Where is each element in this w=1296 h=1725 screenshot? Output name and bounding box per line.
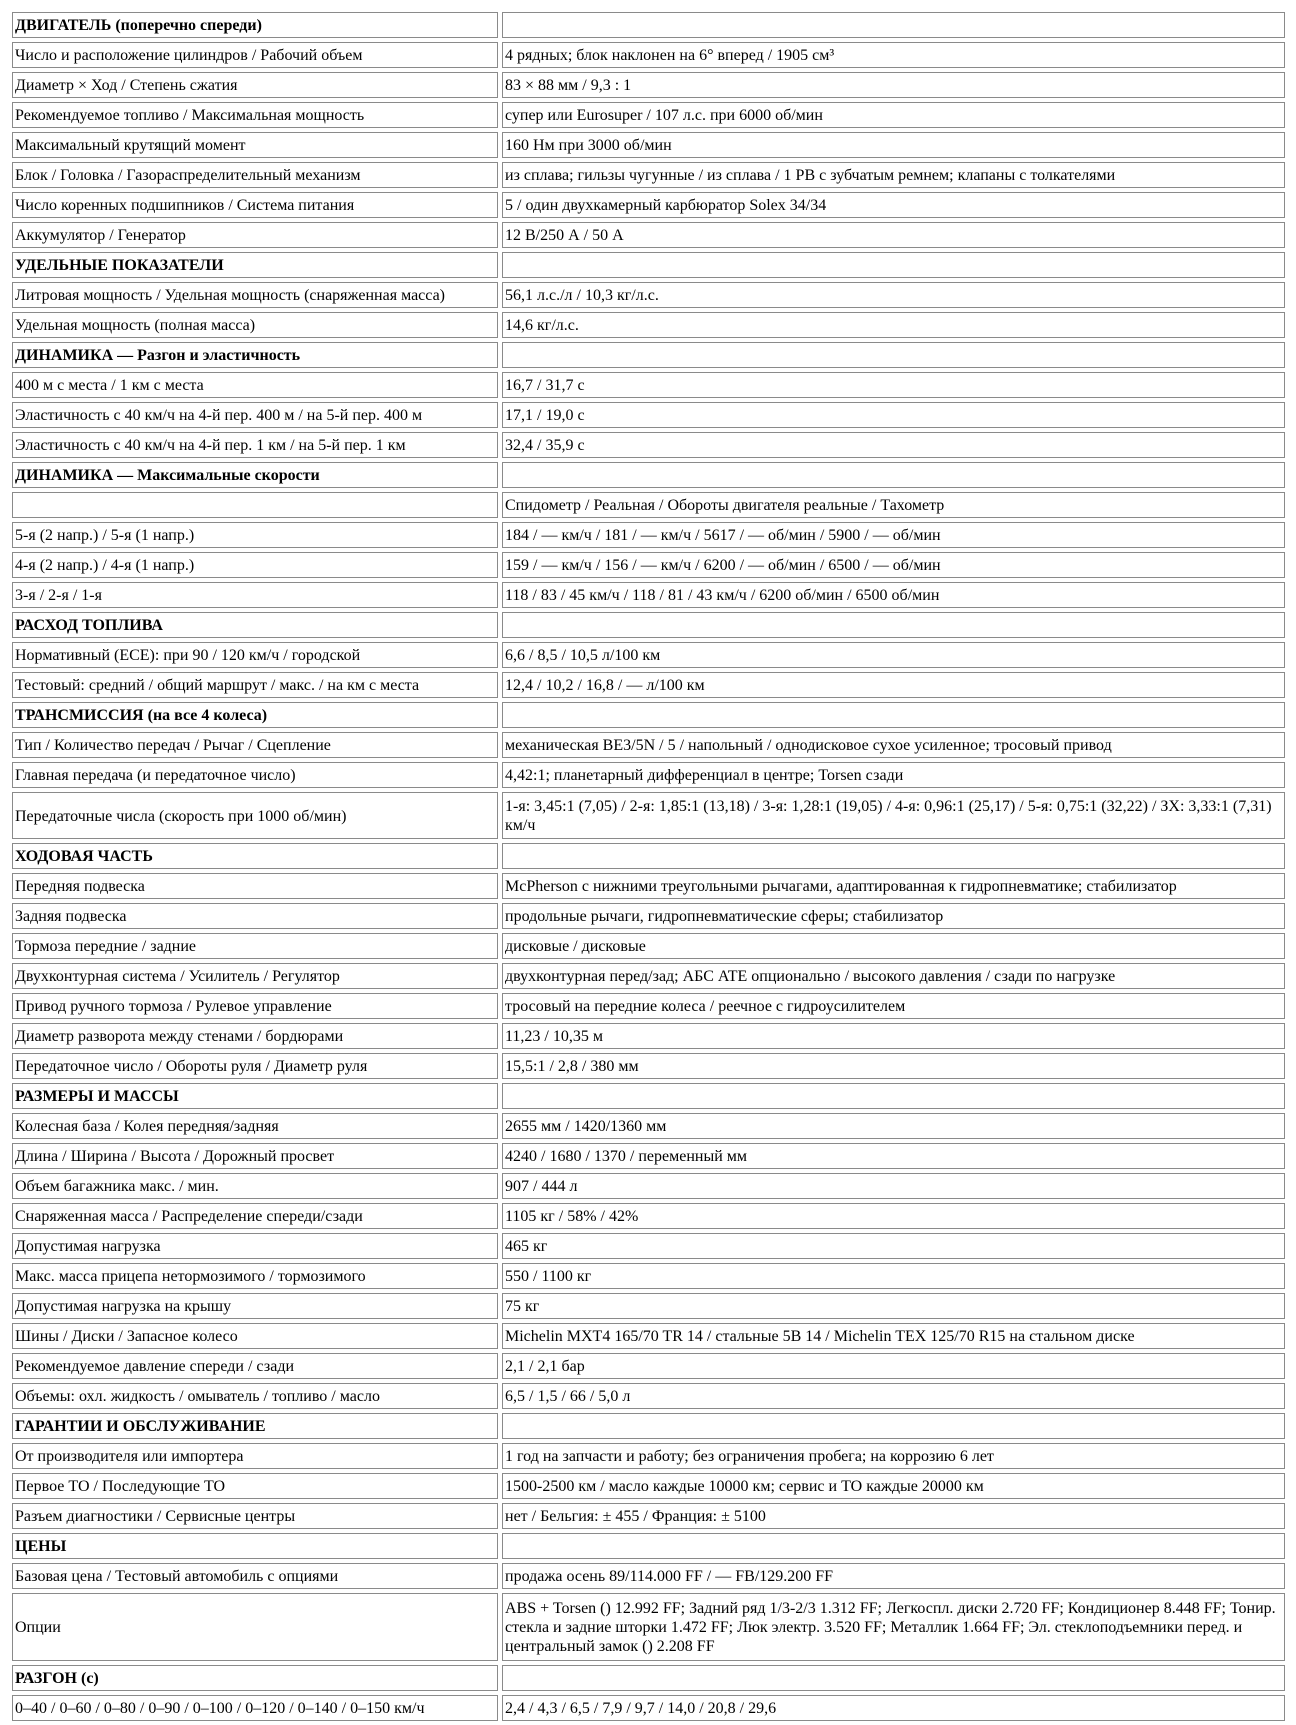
table-row [12, 873, 1285, 899]
table-row [12, 732, 1285, 758]
spec-label: Тормоза передние / задние [12, 933, 498, 959]
spec-label: От производителя или импортера [12, 1443, 498, 1469]
table-row [12, 1173, 1285, 1199]
spec-value: 160 Нм при 3000 об/мин [502, 132, 1285, 158]
spec-label: Двухконтурная система / Усилитель / Регулятор [12, 963, 498, 989]
spec-value: 1 год на запчасти и работу; без ограничения пробега; на коррозию 6 лет [502, 1443, 1285, 1469]
table-row [12, 1593, 1285, 1661]
section-value-empty [502, 702, 1285, 728]
spec-label: Число коренных подшипников / Система питания [12, 192, 498, 218]
spec-value: продажа осень 89/114.000 FF / — FB/129.200 FF [502, 1563, 1285, 1589]
section-header-row [12, 252, 1285, 278]
section-title: ГАРАНТИИ И ОБСЛУЖИВАНИЕ [12, 1413, 498, 1439]
spec-value: 2,4 / 4,3 / 6,5 / 7,9 / 9,7 / 14,0 / 20,8 / 29,6 [502, 1695, 1285, 1721]
table-row [12, 1473, 1285, 1499]
table-row [12, 522, 1285, 548]
table-row [12, 72, 1285, 98]
spec-value: 4 рядных; блок наклонен на 6° вперед / 1905 см³ [502, 42, 1285, 68]
section-title: ЦЕНЫ [12, 1533, 498, 1559]
section-title: УДЕЛЬНЫЕ ПОКАЗАТЕЛИ [12, 252, 498, 278]
table-row [12, 963, 1285, 989]
spec-value: 118 / 83 / 45 км/ч / 118 / 81 / 43 км/ч / 6200 об/мин / 6500 об/мин [502, 582, 1285, 608]
spec-value: 17,1 / 19,0 с [502, 402, 1285, 428]
spec-label: 3-я / 2-я / 1-я [12, 582, 498, 608]
spec-value: 159 / — км/ч / 156 / — км/ч / 6200 / — об/мин / 6500 / — об/мин [502, 552, 1285, 578]
table-row [12, 102, 1285, 128]
spec-value: ABS + Torsen () 12.992 FF; Задний ряд 1/3-2/3 1.312 FF; Легкоспл. диски 2.720 FF; Кондиционер 8.448 FF; Тонир. стекла и задние шторки 1.472 FF; Люк электр. 3.520 FF; Металлик 1.664 FF; Эл. стеклоподъемники перед. и центральный замок () 2.208 FF [502, 1593, 1285, 1661]
table-row [12, 1053, 1285, 1079]
spec-value: 4240 / 1680 / 1370 / переменный мм [502, 1143, 1285, 1169]
section-header-row [12, 843, 1285, 869]
spec-value: 6,6 / 8,5 / 10,5 л/100 км [502, 642, 1285, 668]
spec-label: Нормативный (ECE): при 90 / 120 км/ч / городской [12, 642, 498, 668]
section-title: ДИНАМИКА — Разгон и эластичность [12, 342, 498, 368]
section-header-row [12, 462, 1285, 488]
section-header-row [12, 12, 1285, 38]
section-title: РАЗМЕРЫ И МАССЫ [12, 1083, 498, 1109]
section-value-empty [502, 612, 1285, 638]
spec-label: Передаточное число / Обороты руля / Диаметр руля [12, 1053, 498, 1079]
table-row [12, 162, 1285, 188]
spec-label: Аккумулятор / Генератор [12, 222, 498, 248]
section-title: РАЗГОН (с) [12, 1665, 498, 1691]
spec-value: Спидометр / Реальная / Обороты двигателя реальные / Тахометр [502, 492, 1285, 518]
table-row [12, 1443, 1285, 1469]
spec-value: 907 / 444 л [502, 1173, 1285, 1199]
spec-table-body [12, 12, 1285, 1721]
spec-value: 5 / один двухкамерный карбюратор Solex 34/34 [502, 192, 1285, 218]
spec-value: 75 кг [502, 1293, 1285, 1319]
spec-value: 16,7 / 31,7 с [502, 372, 1285, 398]
spec-label: Объемы: охл. жидкость / омыватель / топливо / масло [12, 1383, 498, 1409]
table-row [12, 1263, 1285, 1289]
section-value-empty [502, 462, 1285, 488]
spec-value: 465 кг [502, 1233, 1285, 1259]
spec-label: Главная передача (и передаточное число) [12, 762, 498, 788]
spec-label: Тестовый: средний / общий маршрут / макс. / на км с места [12, 672, 498, 698]
spec-value: 1105 кг / 58% / 42% [502, 1203, 1285, 1229]
spec-label: 5-я (2 напр.) / 5-я (1 напр.) [12, 522, 498, 548]
table-row [12, 792, 1285, 839]
spec-value: 550 / 1100 кг [502, 1263, 1285, 1289]
table-row [12, 903, 1285, 929]
spec-label: Допустимая нагрузка на крышу [12, 1293, 498, 1319]
spec-table [8, 8, 1289, 1725]
spec-value: двухконтурная перед/зад; АБС ATE опционально / высокого давления / сзади по нагрузке [502, 963, 1285, 989]
table-row [12, 1563, 1285, 1589]
table-row [12, 42, 1285, 68]
spec-label: Диаметр разворота между стенами / бордюрами [12, 1023, 498, 1049]
spec-label: Первое ТО / Последующие ТО [12, 1473, 498, 1499]
spec-label: Базовая цена / Тестовый автомобиль с опциями [12, 1563, 498, 1589]
table-row [12, 1233, 1285, 1259]
section-title: РАСХОД ТОПЛИВА [12, 612, 498, 638]
section-value-empty [502, 252, 1285, 278]
table-row [12, 402, 1285, 428]
spec-label: Удельная мощность (полная масса) [12, 312, 498, 338]
spec-label: Объем багажника макс. / мин. [12, 1173, 498, 1199]
spec-value: 11,23 / 10,35 м [502, 1023, 1285, 1049]
spec-value: McPherson с нижними треугольными рычагами, адаптированная к гидропневматике; стабилизатор [502, 873, 1285, 899]
spec-value: 4,42:1; планетарный дифференциал в центре; Torsen сзади [502, 762, 1285, 788]
spec-value: 1-я: 3,45:1 (7,05) / 2-я: 1,85:1 (13,18) / 3-я: 1,28:1 (19,05) / 4-я: 0,96:1 (25,17) / 5-я: 0,75:1 (32,22) / ЗХ: 3,33:1 (7,31) км/ч [502, 792, 1285, 839]
table-row [12, 1383, 1285, 1409]
spec-value: 32,4 / 35,9 с [502, 432, 1285, 458]
table-row [12, 642, 1285, 668]
spec-label: Допустимая нагрузка [12, 1233, 498, 1259]
spec-label: 4-я (2 напр.) / 4-я (1 напр.) [12, 552, 498, 578]
spec-value: 2655 мм / 1420/1360 мм [502, 1113, 1285, 1139]
table-row [12, 552, 1285, 578]
spec-label: Литровая мощность / Удельная мощность (снаряженная масса) [12, 282, 498, 308]
table-row [12, 1203, 1285, 1229]
table-row [12, 222, 1285, 248]
spec-value: 6,5 / 1,5 / 66 / 5,0 л [502, 1383, 1285, 1409]
section-title: ДВИГАТЕЛЬ (поперечно спереди) [12, 12, 498, 38]
section-value-empty [502, 1665, 1285, 1691]
spec-value: продольные рычаги, гидропневматические сферы; стабилизатор [502, 903, 1285, 929]
table-row [12, 312, 1285, 338]
table-row [12, 132, 1285, 158]
table-row [12, 192, 1285, 218]
spec-label: Длина / Ширина / Высота / Дорожный просвет [12, 1143, 498, 1169]
spec-label: Передняя подвеска [12, 873, 498, 899]
section-header-row [12, 1413, 1285, 1439]
spec-label: Колесная база / Колея передняя/задняя [12, 1113, 498, 1139]
section-header-row [12, 702, 1285, 728]
spec-value: 1500-2500 км / масло каждые 10000 км; сервис и ТО каждые 20000 км [502, 1473, 1285, 1499]
table-row [12, 762, 1285, 788]
section-title: ТРАНСМИССИЯ (на все 4 колеса) [12, 702, 498, 728]
spec-label: Рекомендуемое давление спереди / сзади [12, 1353, 498, 1379]
spec-value: 56,1 л.с./л / 10,3 кг/л.с. [502, 282, 1285, 308]
table-row [12, 1353, 1285, 1379]
spec-value: супер или Eurosuper / 107 л.с. при 6000 об/мин [502, 102, 1285, 128]
table-row [12, 282, 1285, 308]
spec-label: Привод ручного тормоза / Рулевое управление [12, 993, 498, 1019]
table-row [12, 372, 1285, 398]
table-row [12, 1113, 1285, 1139]
table-row [12, 492, 1285, 518]
spec-value: Michelin MXT4 165/70 TR 14 / стальные 5B 14 / Michelin TEX 125/70 R15 на стальном диске [502, 1323, 1285, 1349]
section-header-row [12, 1083, 1285, 1109]
spec-value: нет / Бельгия: ± 455 / Франция: ± 5100 [502, 1503, 1285, 1529]
section-title: ДИНАМИКА — Максимальные скорости [12, 462, 498, 488]
section-value-empty [502, 342, 1285, 368]
spec-label: 400 м с места / 1 км с места [12, 372, 498, 398]
table-row [12, 933, 1285, 959]
table-row [12, 1293, 1285, 1319]
section-value-empty [502, 1533, 1285, 1559]
spec-label: Макс. масса прицепа нетормозимого / тормозимого [12, 1263, 498, 1289]
section-header-row [12, 612, 1285, 638]
section-value-empty [502, 843, 1285, 869]
table-row [12, 1143, 1285, 1169]
spec-label: Эластичность с 40 км/ч на 4-й пер. 400 м / на 5-й пер. 400 м [12, 402, 498, 428]
spec-label: Опции [12, 1593, 498, 1661]
spec-label: Тип / Количество передач / Рычаг / Сцепление [12, 732, 498, 758]
table-row [12, 582, 1285, 608]
spec-label: Блок / Головка / Газораспределительный механизм [12, 162, 498, 188]
spec-value: 15,5:1 / 2,8 / 380 мм [502, 1053, 1285, 1079]
spec-label: Максимальный крутящий момент [12, 132, 498, 158]
table-row [12, 1023, 1285, 1049]
spec-label: Диаметр × Ход / Степень сжатия [12, 72, 498, 98]
spec-label: Снаряженная масса / Распределение спереди/сзади [12, 1203, 498, 1229]
spec-value: дисковые / дисковые [502, 933, 1285, 959]
section-title: ХОДОВАЯ ЧАСТЬ [12, 843, 498, 869]
spec-label: Передаточные числа (скорость при 1000 об/мин) [12, 792, 498, 839]
spec-label [12, 492, 498, 518]
spec-label: Разъем диагностики / Сервисные центры [12, 1503, 498, 1529]
spec-label: Число и расположение цилиндров / Рабочий объем [12, 42, 498, 68]
spec-label: Шины / Диски / Запасное колесо [12, 1323, 498, 1349]
spec-label: Задняя подвеска [12, 903, 498, 929]
table-row [12, 1503, 1285, 1529]
spec-value: 12,4 / 10,2 / 16,8 / — л/100 км [502, 672, 1285, 698]
table-row [12, 432, 1285, 458]
spec-value: 83 × 88 мм / 9,3 : 1 [502, 72, 1285, 98]
table-row [12, 993, 1285, 1019]
section-value-empty [502, 1413, 1285, 1439]
spec-value: 184 / — км/ч / 181 / — км/ч / 5617 / — об/мин / 5900 / — об/мин [502, 522, 1285, 548]
spec-value: механическая BE3/5N / 5 / напольный / однодисковое сухое усиленное; тросовый привод [502, 732, 1285, 758]
section-header-row [12, 1533, 1285, 1559]
spec-value: 12 В/250 А / 50 А [502, 222, 1285, 248]
table-row [12, 672, 1285, 698]
spec-label: 0–40 / 0–60 / 0–80 / 0–90 / 0–100 / 0–120 / 0–140 / 0–150 км/ч [12, 1695, 498, 1721]
spec-value: тросовый на передние колеса / реечное с гидроусилителем [502, 993, 1285, 1019]
spec-value: из сплава; гильзы чугунные / из сплава / 1 РВ с зубчатым ремнем; клапаны с толкателями [502, 162, 1285, 188]
section-header-row [12, 342, 1285, 368]
spec-label: Рекомендуемое топливо / Максимальная мощность [12, 102, 498, 128]
section-value-empty [502, 12, 1285, 38]
table-row [12, 1323, 1285, 1349]
spec-value: 14,6 кг/л.с. [502, 312, 1285, 338]
section-header-row [12, 1665, 1285, 1691]
section-value-empty [502, 1083, 1285, 1109]
spec-value: 2,1 / 2,1 бар [502, 1353, 1285, 1379]
spec-label: Эластичность с 40 км/ч на 4-й пер. 1 км / на 5-й пер. 1 км [12, 432, 498, 458]
table-row [12, 1695, 1285, 1721]
